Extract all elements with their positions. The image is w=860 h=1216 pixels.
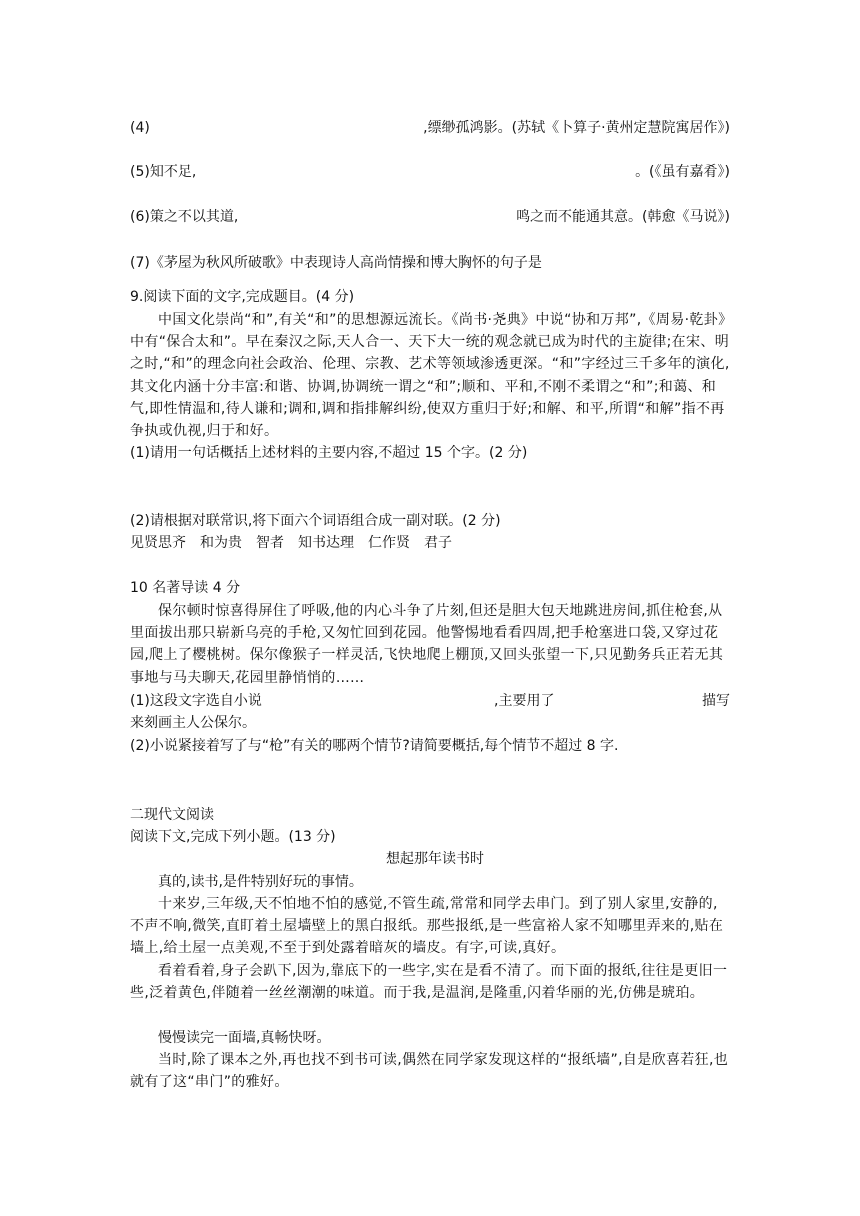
q9-subquestion-1: (1)请用一句话概括上述材料的主要内容,不超过 15 个字。(2 分) xyxy=(130,445,528,461)
article-paragraph-3: 看着看着,身子会趴下,因为,靠底下的一些字,实在是看不清了。而下面的报纸,往往是更旧一些,泛着黄色,伴随着一丝丝潮潮的味道。而于我,是温润,是隆重,闪着华丽的光,仿佛是琥珀。 xyxy=(130,963,728,1002)
article-paragraph-4: 慢慢读完一面墙,真畅快呀。 xyxy=(158,1030,331,1046)
article-paragraph-2: 十来岁,三年级,天不怕地不怕的感觉,不管生疏,常常和同学去串门。到了别人家里,安静的,不声不响,微笑,直盯着土屋墙壁上的黑白报纸。那些报纸,是一些富裕人家不知哪里弄来的,贴在墙上,给土屋一点美观,不至于到处露着暗灰的墙皮。有字,可读,真好。 xyxy=(130,896,724,957)
q10-subquestion-1-continued: 来刻画主人公保尔。 xyxy=(130,715,256,731)
q10-subquestion-2: (2)小说紧接着写了与“枪”有关的哪两个情节?请简要概括,每个情节不超过 8 字. xyxy=(130,738,619,754)
q8-item-5-start: (5)知不足, xyxy=(130,164,197,180)
q8-item-7: (7)《茅屋为秋风所破歌》中表现诗人高尚情操和博大胸怀的句子是 xyxy=(130,255,542,271)
q8-item-5-text: 。(《虽有嘉肴》) xyxy=(635,164,730,180)
q9-word-list: 见贤思齐 和为贵 智者 知书达理 仁作贤 君子 xyxy=(130,535,452,551)
article-paragraph-5: 当时,除了课本之外,再也找不到书可读,偶然在同学家发现这样的“报纸墙”,自是欣喜若狂,也就有了这“串门”的雅好。 xyxy=(130,1052,729,1091)
q8-item-6-start: (6)策之不以其道, xyxy=(130,209,239,225)
q9-subquestion-2: (2)请根据对联常识,将下面六个词语组合成一副对联。(2 分) xyxy=(130,513,501,529)
q10-header: 10 名著导读 4 分 xyxy=(130,580,241,596)
q8-item-4-text: ,缥缈孤鸿影。(苏轼《卜算子·黄州定慧院寓居作》) xyxy=(423,120,730,136)
part2-header: 二现代文阅读 xyxy=(130,807,214,823)
q10-passage: 保尔顿时惊喜得屏住了呼吸,他的内心斗争了片刻,但还是胆大包天地跳进房间,抓住枪套,从里面拔出那只崭新乌亮的手枪,又匆忙回到花园。他警惕地看看四周,把手枪塞进口袋,又穿过花园,爬上了樱桃树。保尔像猴子一样灵活,飞快地爬上棚顶,又回头张望一下,只见勤务兵正若无其事地与马夫聊天,花园里静悄悄的…… xyxy=(130,603,724,686)
q10-subquestion-1-end: 描写 xyxy=(702,693,730,709)
q8-item-4-number: (4) xyxy=(130,120,150,136)
q10-subquestion-1-start: (1)这段文字选自小说 xyxy=(130,693,262,709)
article-title: 想起那年读书时 xyxy=(386,851,484,867)
q10-subquestion-1-middle: ,主要用了 xyxy=(494,693,555,709)
article-paragraph-1: 真的,读书,是件特别好玩的事情。 xyxy=(158,874,363,890)
part2-instruction: 阅读下文,完成下列小题。(13 分) xyxy=(130,829,336,845)
q9-header: 9.阅读下面的文字,完成题目。(4 分) xyxy=(130,289,355,305)
q9-passage: 中国文化崇尚“和”,有关“和”的思想源远流长。《尚书·尧典》中说“协和万邦”,《周易·乾卦》中有“保合太和”。早在秦汉之际,天人合一、天下大一统的观念就已成为时代的主旋律;在宋、明之时,“和”的理念向社会政治、伦理、宗教、艺术等领域渗透更深。“和”字经过三千多年的演化,其文化内涵十分丰富:和谐、协调,协调统一谓之“和”;顺和、平和,不刚不柔谓之“和”;和蔼、和气,即性情温和,待人谦和;调和,调和指排解纠纷,使双方重归于好;和解、和平,所谓“和解”指不再争执或仇视,归于和好。 xyxy=(130,312,730,440)
q8-item-6-text: 鸣之而不能通其意。(韩愈《马说》) xyxy=(516,209,730,225)
